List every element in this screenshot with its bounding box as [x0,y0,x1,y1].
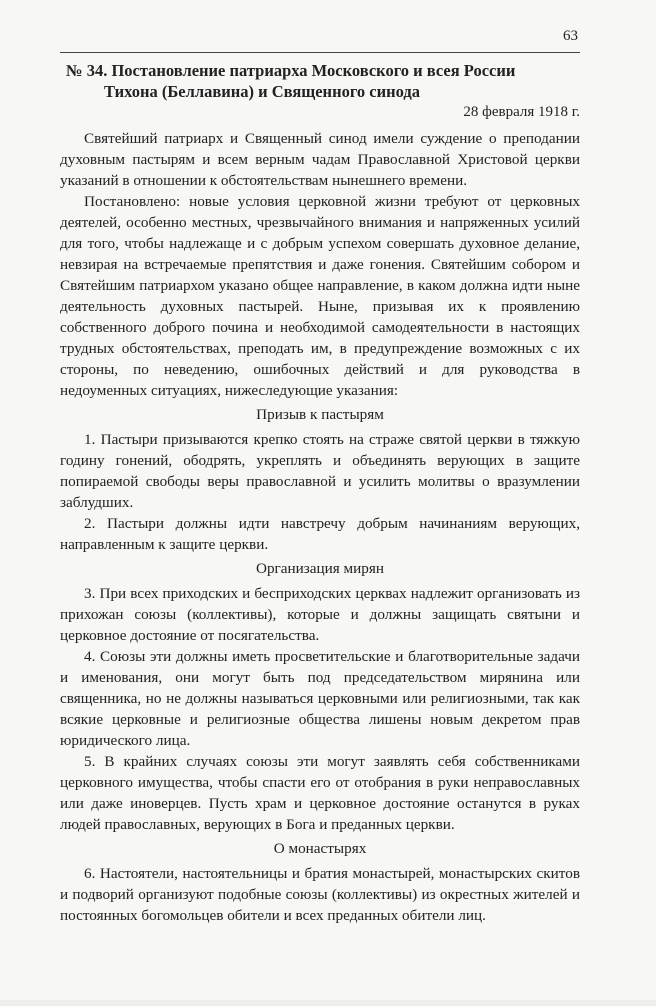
paragraph: 2. Пастыри должны идти навстречу добрым начинаниям верующих, направленным к защите церкви. [60,515,580,553]
section-heading: Призыв к пастырям [256,406,384,423]
paragraph: Постановлено: новые условия церковной жизни требуют от церковных деятелей, особенно местных, чрезвычайного внимания и напряженных усилий для того, чтобы надлежаще и с добрым успехом совершать духовное делание, невзирая на встречаемые препятствия и даже гонения. Святейшим собором и Святейшим патриархом указано общее направление, в каком должна идти ныне деятельность духовных пастырей. Ныне, призывая их к проявлению собственного доброго почина и необходимой самодеятельности в настоящих трудных обстоятельствах, преподать им, в предупреждение возможных с их стороны, по неведению, ошибочных действий и для руководства в недоуменных ситуациях, нижеследующие указания: [60,193,580,399]
document-body [60,128,580,926]
paragraph: 1. Пастыри призываются крепко стоять на страже святой церкви в тяжкую годину гонений, ободрять, укреплять и объединять верующих в защите попираемой свободы веры православной и усилить молитвы о вразумлении заблудших. [60,431,580,511]
paragraph: 5. В крайних случаях союзы эти могут заявлять себя собственниками церковного имущества, чтобы спасти его от отобрания в руки неправославных или даже иноверцев. Пусть храм и церковное достояние останутся в руках людей православных, верующих в Бога и преданных церкви. [60,753,580,833]
paragraph: 4. Союзы эти должны иметь просветительские и благотворительные задачи и именования, они могут быть под председательством мирянина или священника, но не должны называться церковными или религиозными, так как всякие церковные и религиозные общества лишены новым декретом прав юридического лица. [60,648,580,749]
title-line-1: № 34. Постановление патриарха Московского и всея России [66,61,516,80]
document-date: 28 февраля 1918 г. [463,104,580,120]
page-number: 63 [563,28,578,44]
paragraph: 6. Настоятели, настоятельницы и братия монастырей, монастырских скитов и подворий организуют подобные союзы (коллективы) из окрестных жителей и постоянных богомольцев обители и всех преданных обители лиц. [60,865,580,924]
page-bottom-edge [0,1000,656,1006]
section-heading: О монастырях [273,840,367,857]
paragraph: Святейший патриарх и Священный синод имели суждение о преподании духовным пастырям и всем верным чадам Православной Христовой церкви указаний в отношении к обстоятельствам нынешнего времени. [60,130,580,189]
section-heading: Организация мирян [255,560,384,577]
title-line-2: Тихона (Беллавина) и Священного синода [104,82,420,101]
paragraph: 3. При всех приходских и бесприходских церквах надлежит организовать из прихожан союзы (коллективы), которые и должны защищать святыни и церковное достояние от посягательства. [60,585,580,644]
document-title [66,60,586,102]
header-rule [60,52,580,53]
